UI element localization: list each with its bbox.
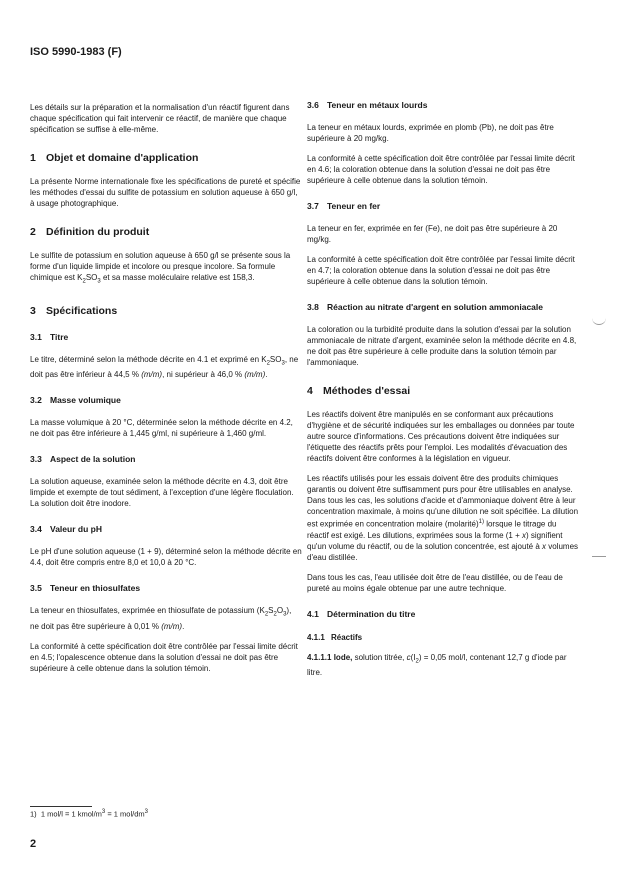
section-3-6-text-1: La teneur en métaux lourds, exprimée en plomb (Pb), ne doit pas être supérieure à 20 mg/kg. [307, 123, 554, 143]
page-number: 2 [30, 838, 37, 850]
section-4-1-1-heading: 4.1.1 Réactifs [307, 632, 363, 642]
section-3-1-heading: 3.1 Titre [30, 331, 69, 342]
section-2-heading: 2 Définition du produit [30, 226, 150, 238]
section-2-text: Le sulfite de potassium en solution aqueuse à 650 g/l se présente sous la forme d'un liquide limpide et incolore ou presque incolore. Sa formule chimique est $K_2SO_3$ et sa masse moléculaire relative est 158,3. [30, 251, 291, 285]
section-3-5-text-1: La teneur en thiosulfates, exprimée en thiosulfate de potassium $(K_2S_2O_3)$, ne doit pas être supérieure à 0,01 % (m/m). [30, 606, 292, 631]
section-3-4-heading: 3.4 Valeur du pH [30, 524, 102, 535]
section-3-8-text: La coloration ou la turbidité produite dans la solution d'essai par la solution ammoniacale de nitrate d'argent, examinée selon la méthode décrite en 4.8, ne doit pas être supérieure à celle produite dans la solution témoin par l'ammoniaque. [307, 325, 577, 367]
document-header: ISO 5990-1983 (F) [30, 46, 122, 58]
section-4-text-3: Dans tous les cas, l'eau utilisée doit être de l'eau distillée, ou de l'eau de pureté au moins égale obtenue par une autre technique. [307, 572, 563, 593]
section-3-2-text: La masse volumique à 20 °C, déterminée selon la méthode décrite en 4.2, ne doit pas être inférieure à 1,445 g/ml, ni supérieure à 1,460 g/ml. [30, 418, 293, 439]
section-3-6-text-2: La conformité à cette spécification doit être contrôlée par l'essai limite décrit en 4.6; la coloration obtenue dans la solution d'essai ne doit pas être supérieure à celle obtenue dans la solution témoin. [307, 154, 575, 185]
section-3-1-text: Le titre, déterminé selon la méthode décrite en 4.1 et exprimé en $K_2SO_3$, ne doit pas être inférieur à 44,5 % (m/m), ni supérieur à 46,0 % (m/m). [30, 354, 299, 380]
section-3-3-text: La solution aqueuse, examinée selon la méthode décrite en 4.3, doit être limpide et exempte de tout sédiment, à l'exception d'une légère floculation. La solution doit être inodore. [30, 477, 294, 509]
section-4-1-1-1-text: 4.1.1.1 Iode, solution titrée, $c(I_2) = 0,05$ mol/l, contenant 12,7 g d'iode par litre. [307, 652, 567, 678]
section-3-8-heading: 3.8 Réaction au nitrate d'argent en solution ammoniacale [307, 302, 543, 312]
intro-paragraph: Les détails sur la préparation et la normalisation d'un réactif figurent dans chaque spécification qui fait intervenir ce réactif, de manière que chaque spécification se suffise à elle-même. [30, 103, 290, 134]
section-4-heading: 4 Méthodes d'essai [307, 385, 411, 397]
section-4-text-1: Les réactifs doivent être manipulés en se conformant aux précautions d'hygiène et de sécurité indiquées sur les emballages ou données par toute autre source d'informations. Ces précautions doivent être indiquées sur l'étiquette des réactifs prêts pour l'emploi. Les modalités d'évacuation des réactifs doivent être conformes à la législation en vigueur. [307, 410, 575, 463]
section-3-5-heading: 3.5 Teneur en thiosulfates [30, 583, 141, 594]
footnote-reference: 1) [478, 519, 484, 525]
section-3-5-text-2: La conformité à cette spécification doit être contrôlée par l'essai limite décrit en 4.5; l'opalescence obtenue dans la solution d'essai ne doit pas être supérieure à celle obtenue dans la solution témoin. [30, 641, 298, 673]
right-column [307, 96, 579, 687]
section-3-7-heading: 3.7 Teneur en fer [307, 201, 381, 211]
margin-mark [592, 318, 606, 325]
footnote: 1) 1 mol/l = 1 kmol/$m^3 = 1$ mol/$dm^3$ [30, 809, 148, 819]
section-3-6-heading: 3.6 Teneur en métaux lourds [307, 100, 428, 110]
section-1-text: La présente Norme internationale fixe les spécifications de pureté et spécifie les méthodes d'essai du sulfite de potassium en solution aqueuse à 650 g/l, à usage photographique. [30, 177, 301, 208]
left-column [30, 102, 302, 683]
section-3-3-heading: 3.3 Aspect de la solution [30, 454, 136, 465]
section-3-4-text: Le pH d'une solution aqueuse (1 + 9), déterminé selon la méthode décrite en 4.4, doit être compris entre 8,0 et 10,0 à 20 °C. [30, 547, 302, 568]
section-3-2-heading: 3.2 Masse volumique [30, 395, 121, 406]
margin-mark [592, 556, 606, 557]
footnote-separator [30, 806, 92, 807]
section-3-heading: 3 Spécifications [30, 304, 118, 317]
section-4-text-2: Les réactifs utilisés pour les essais doivent être des produits chimiques garantis ou doivent être suffisamment purs pour être utilisables en analyse. Dans tous les cas, les solutions d'acide et d'ammoniaque doivent être à leur concentration maximale, à moins qu'une dilution ne soit spécifiée. La dilution est exprimée en concentration molaire (molarité)$^{1)}$ lorsque le titrage du réactif est exigé. Les dilutions, exprimées sous la forme (1 + x) signifient qu'un volume du réactif, ou de la solution concentrée, est ajouté à x volumes d'eau distillée. [307, 474, 579, 562]
section-1-heading: 1 Objet et domaine d'application [30, 152, 199, 164]
section-4-1-heading: 4.1 Détermination du titre [307, 608, 416, 619]
section-3-7-text-1: La teneur en fer, exprimée en fer (Fe), ne doit pas être supérieure à 20 mg/kg. [307, 224, 558, 244]
section-3-7-text-2: La conformité à cette spécification doit être contrôlée par l'essai limite décrit en 4.7; la coloration obtenue dans la solution d'essai ne doit pas être supérieure à celle obtenue dans la solution témoin. [307, 255, 575, 286]
